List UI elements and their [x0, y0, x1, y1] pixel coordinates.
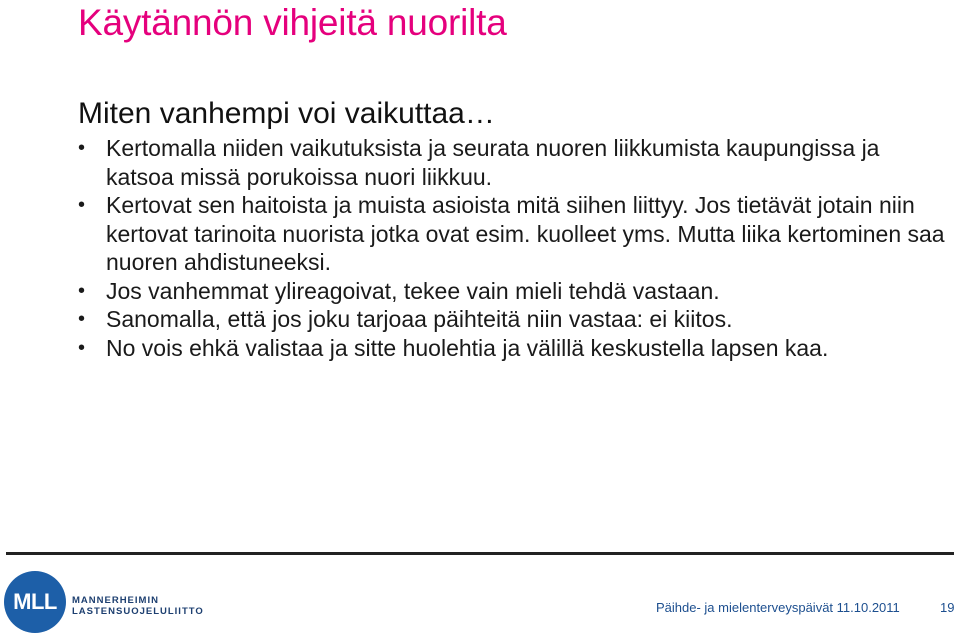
bullet-dot-icon: • — [78, 336, 86, 359]
slide-subtitle: Miten vanhempi voi vaikuttaa… — [78, 97, 495, 130]
footer-event-text: Päihde- ja mielenterveyspäivät 11.10.2011 — [656, 600, 900, 615]
bullet-text: Sanomalla, että jos joku tarjoaa päihteitä niin vastaa: ei kiitos. — [106, 306, 733, 332]
bullet-dot-icon: • — [78, 279, 86, 302]
bullet-text: No vois ehkä valistaa ja sitte huolehtia ja välillä keskustella lapsen kaa. — [106, 334, 829, 361]
footer-divider — [6, 552, 954, 555]
logo-line-1: MANNERHEIMIN — [72, 595, 159, 606]
bullet-item — [78, 134, 948, 191]
bullet-list — [78, 134, 948, 362]
bullet-text: Kertovat sen haitoista ja muista asioista mitä siihen liittyy. Jos tietävät jotain niin kertovat tarinoita nuorista jotka ovat esim. kuolleet yms. Mutta liika kertominen saa nuoren ahdistuneeksi. — [106, 192, 945, 275]
bullet-text: Kertomalla niiden vaikutuksista ja seurata nuoren liikkumista kaupungissa ja katsoa missä porukoissa nuori liikkuu. — [106, 135, 880, 190]
mll-logo-icon: MLL — [4, 571, 66, 633]
page-number: 19 — [940, 600, 955, 615]
bullet-item — [78, 191, 948, 277]
bullet-item — [78, 277, 948, 306]
bullet-dot-icon: • — [78, 137, 86, 159]
bullet-dot-icon: • — [78, 308, 86, 330]
mll-logo-wordmark — [72, 595, 204, 617]
bullet-item — [78, 334, 948, 363]
bullet-item — [78, 305, 948, 334]
slide-title: Käytännön vihjeitä nuorilta — [78, 2, 507, 43]
bullet-dot-icon: • — [78, 194, 86, 216]
bullet-text: Jos vanhemmat ylireagoivat, tekee vain mieli tehdä vastaan. — [106, 277, 720, 304]
mll-logo — [4, 571, 204, 633]
logo-line-2: LASTENSUOJELULIITTO — [72, 606, 204, 617]
